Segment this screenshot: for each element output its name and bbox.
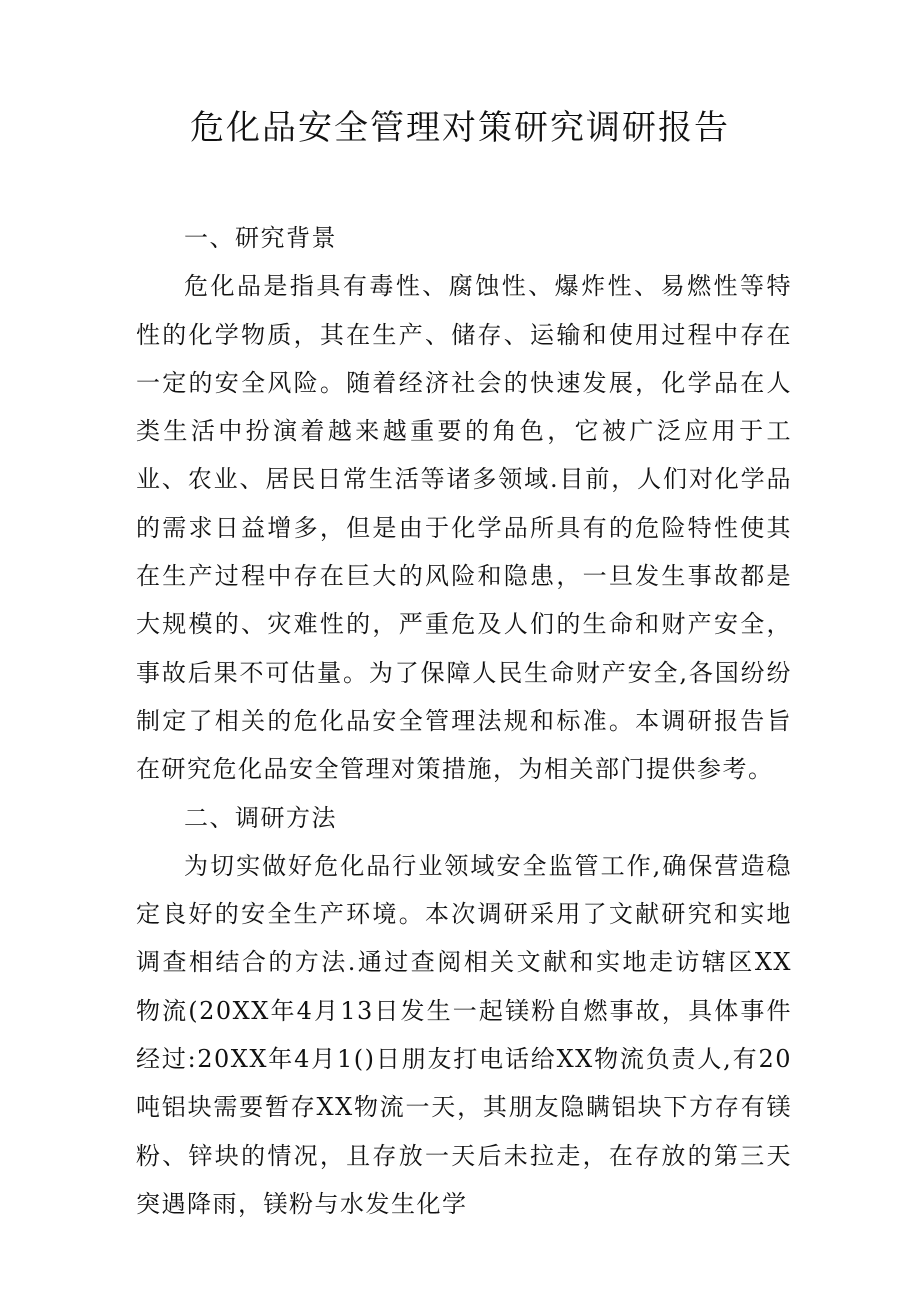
document-body: [136, 214, 792, 1228]
section-heading-background: 一、研究背景: [184, 224, 337, 252]
section-heading-method: 二、调研方法: [184, 803, 337, 832]
document-title: 危化品安全管理对策研究调研报告: [190, 108, 730, 148]
section-paragraph-method: 为切实做好危化品行业领域安全监管工作,确保营造稳定良好的安全生产环境。本次调研采用了文献研究和实地调查相结合的方法.通过查阅相关文献和实地走访辖区XX物流(20XX年4月13日发生一起镁粉自燃事故，具体事件经过:20XX年4月1()日朋友打电话给XX物流负责人,有20吨铝块需要暂存XX物流一天，其朋友隐瞒铝块下方存有镁粉、锌块的情况，且存放一天后未拉走，在存放的第三天突遇降雨，镁粉与水发生化学: [136, 851, 792, 1218]
section-paragraph-background: 危化品是指具有毒性、腐蚀性、爆炸性、易燃性等特性的化学物质，其在生产、储存、运输和使用过程中存在一定的安全风险。随着经济社会的快速发展，化学品在人类生活中扮演着越来越重要的角色，它被广泛应用于工业、农业、居民日常生活等诸多领域.目前，人们对化学品的需求日益增多，但是由于化学品所具有的危险特性使其在生产过程中存在巨大的风险和隐患，一旦发生事故都是大规模的、灾难性的，严重危及人们的生命和财产安全，事故后果不可估量。为了保障人民生命财产安全,各国纷纷制定了相关的危化品安全管理法规和标准。本调研报告旨在研究危化品安全管理对策措施，为相关部门提供参考。: [136, 272, 792, 784]
